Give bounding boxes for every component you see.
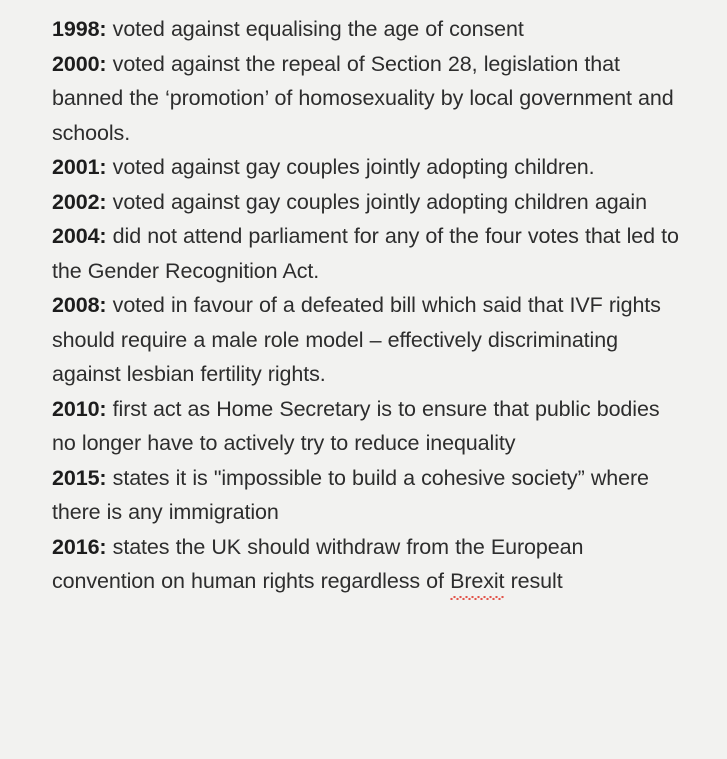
- entry-text: voted against the repeal of Section 28, legislation that banned the ‘promotion’ of homosexuality by local government and schools.: [52, 51, 674, 145]
- timeline-entry: [52, 392, 687, 461]
- timeline-entry: [52, 150, 687, 185]
- entry-text: voted against gay couples jointly adopting children again: [106, 189, 647, 214]
- entry-year: 2015:: [52, 465, 107, 490]
- misspelled-word: Brexit: [450, 564, 504, 599]
- entry-text: voted against gay couples jointly adopting children.: [106, 155, 595, 179]
- entry-text: states it is "impossible to build a cohesive society” where there is any immigration: [52, 465, 649, 524]
- timeline-entry: [52, 47, 687, 151]
- entry-text: did not attend parliament for any of the four votes that led to the Gender Recognition Act.: [52, 224, 679, 283]
- timeline-entry: [52, 288, 687, 392]
- entry-year: 2010:: [52, 396, 107, 421]
- entry-text: voted against equalising the age of consent: [106, 17, 524, 41]
- entry-text: voted in favour of a defeated bill which said that IVF rights should require a male role model – effectively discriminating against lesbian fertility rights.: [52, 293, 661, 386]
- entry-year: 1998:: [52, 17, 107, 41]
- timeline-entry: [52, 12, 687, 47]
- timeline-entry: [52, 461, 687, 530]
- entry-text: states the UK should withdraw from the European convention on human rights regardless of: [52, 534, 584, 593]
- entry-year: 2002:: [52, 189, 107, 214]
- timeline-entry: [52, 530, 687, 599]
- entry-year: 2016:: [52, 534, 107, 559]
- entry-year: 2008:: [52, 293, 107, 317]
- entry-text: first act as Home Secretary is to ensure that public bodies no longer have to actively try to reduce inequality: [52, 396, 660, 455]
- timeline-entry: [52, 185, 687, 220]
- entry-year: 2001:: [52, 155, 107, 179]
- timeline-entry: [52, 219, 687, 288]
- entry-text-tail: result: [504, 569, 563, 593]
- entry-year: 2004:: [52, 224, 107, 248]
- entry-year: 2000:: [52, 51, 107, 76]
